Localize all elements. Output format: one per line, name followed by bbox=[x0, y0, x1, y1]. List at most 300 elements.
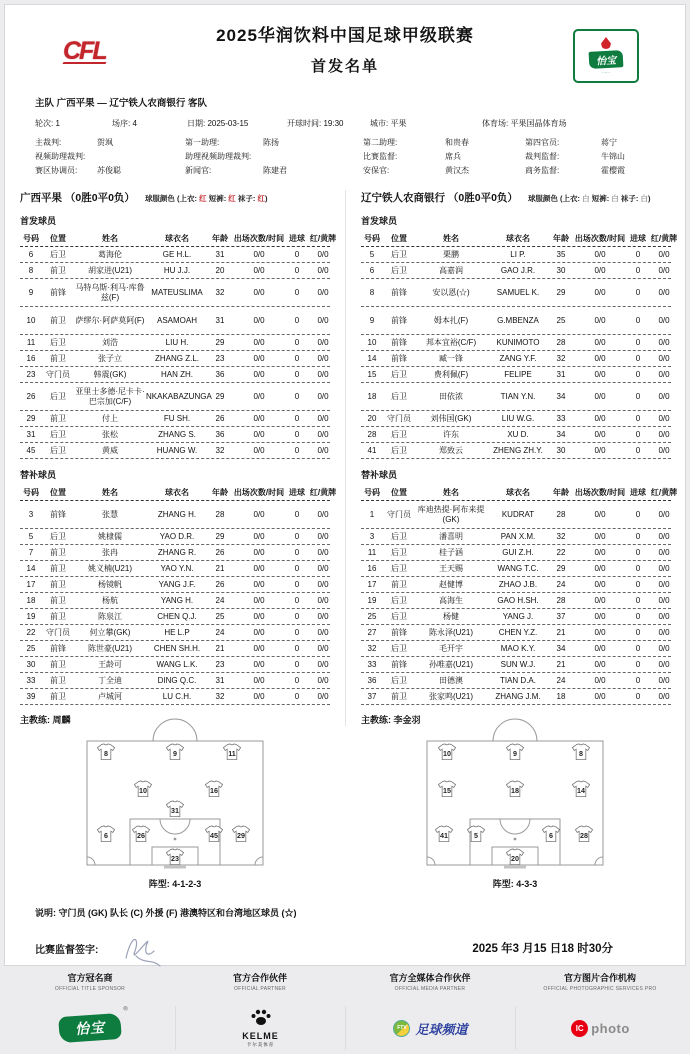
cell-player-cards: 0/0 bbox=[317, 595, 329, 605]
cell-player-apps-time: 0/0 bbox=[594, 659, 606, 669]
cell-player-name: 栗鹏 bbox=[443, 249, 459, 259]
jersey-icon bbox=[204, 781, 224, 798]
cell-player-name: 杨镜帆 bbox=[98, 579, 122, 589]
sponsor-title-cn: 官方图片合作机构 bbox=[563, 973, 636, 983]
jersey-icon bbox=[165, 743, 185, 760]
cell-player-cards: 0/0 bbox=[317, 643, 329, 653]
cell-player-age: 24 bbox=[215, 595, 225, 605]
cell-player-apps-time: 0/0 bbox=[253, 429, 265, 439]
jersey-icon bbox=[466, 825, 486, 842]
cell-player-age: 29 bbox=[556, 563, 566, 573]
cell-player-number: 19 bbox=[26, 611, 36, 621]
cell-player-number: 7 bbox=[28, 547, 34, 557]
cell-player-jersey-name: FU SH. bbox=[163, 413, 191, 423]
match-info-label: 开球时间: bbox=[287, 119, 324, 128]
jersey-icon bbox=[96, 743, 116, 760]
official-label: 赛区协调员: bbox=[35, 166, 78, 175]
cell-player-jersey-name: YANG J. bbox=[502, 611, 534, 621]
column-header: 年龄 bbox=[212, 487, 228, 497]
cell-player-age: 25 bbox=[215, 611, 225, 621]
match-info-item bbox=[370, 118, 482, 130]
kit-shorts-color: 红 bbox=[228, 194, 236, 203]
cell-player-jersey-name: MAO K.Y. bbox=[500, 643, 536, 653]
player-row bbox=[20, 625, 330, 641]
cell-player-position: 前锋 bbox=[50, 287, 66, 297]
cell-player-age: 31 bbox=[215, 249, 225, 259]
subs-table bbox=[361, 485, 678, 705]
cell-player-position: 前锋 bbox=[391, 627, 407, 637]
column-header: 进球 bbox=[630, 233, 646, 243]
cell-player-jersey-name: GUI Z.H. bbox=[502, 547, 534, 557]
cell-player-name: 姚棣儒 bbox=[98, 531, 122, 541]
official-label: 助理视频助理裁判: bbox=[185, 152, 252, 161]
sponsor-title-en: OFFICIAL PHOTOGRAPHIC SERVICES PRO bbox=[543, 986, 657, 992]
cell-player-position: 后卫 bbox=[50, 337, 66, 347]
column-header: 年龄 bbox=[553, 487, 569, 497]
cell-player-jersey-name: WANG L.K. bbox=[156, 659, 198, 669]
cell-player-cards: 0/0 bbox=[658, 595, 670, 605]
cell-player-name: 卢城河 bbox=[98, 691, 122, 701]
cell-player-position: 前卫 bbox=[391, 691, 407, 701]
cell-player-age: 24 bbox=[556, 675, 566, 685]
cell-player-cards: 0/0 bbox=[658, 391, 670, 401]
cell-player-cards: 0/0 bbox=[317, 429, 329, 439]
svg-text:18: 18 bbox=[511, 787, 519, 796]
player-row bbox=[20, 383, 330, 411]
cell-player-jersey-name: YAO D.R. bbox=[159, 531, 195, 541]
official-pair bbox=[35, 136, 185, 150]
cell-player-position: 后卫 bbox=[391, 563, 407, 573]
official-pair bbox=[525, 150, 655, 164]
column-header: 进球 bbox=[289, 487, 305, 497]
cell-player-age: 31 bbox=[215, 315, 225, 325]
cell-player-number: 17 bbox=[367, 579, 377, 589]
cell-player-apps-time: 0/0 bbox=[253, 369, 265, 379]
cell-player-cards: 0/0 bbox=[317, 265, 329, 275]
cell-player-number: 3 bbox=[369, 531, 375, 541]
cell-player-position: 前卫 bbox=[50, 353, 66, 363]
cell-player-name: 许东 bbox=[443, 429, 459, 439]
cell-player-position: 前卫 bbox=[50, 265, 66, 275]
cell-player-cards: 0/0 bbox=[317, 691, 329, 701]
sponsor-logo-cell bbox=[175, 1006, 345, 1050]
cell-player-age: 26 bbox=[215, 413, 225, 423]
cell-player-apps-time: 0/0 bbox=[253, 509, 265, 519]
cell-player-position: 后卫 bbox=[391, 643, 407, 653]
cell-player-goals: 0 bbox=[635, 675, 641, 685]
cell-player-number: 5 bbox=[369, 249, 375, 259]
cell-player-age: 21 bbox=[215, 563, 225, 573]
match-info-label: 城市: bbox=[370, 119, 391, 128]
cell-player-name: 胡家进(U21) bbox=[87, 265, 132, 275]
kit-shirt-color: 白 bbox=[582, 194, 590, 203]
sheet-header bbox=[5, 5, 685, 93]
cell-player-goals: 0 bbox=[635, 287, 641, 297]
starters-table bbox=[20, 231, 337, 459]
column-header: 姓名 bbox=[102, 233, 118, 243]
cell-player-goals: 0 bbox=[635, 627, 641, 637]
cell-player-cards: 0/0 bbox=[317, 391, 329, 401]
official-value: 霍樱霞 bbox=[601, 166, 625, 175]
table-header-row bbox=[361, 231, 678, 247]
cell-player-age: 28 bbox=[556, 595, 566, 605]
cell-player-name: 黄威 bbox=[102, 445, 118, 455]
cell-player-jersey-name: ZHANG S. bbox=[158, 429, 196, 439]
cell-player-goals: 0 bbox=[635, 429, 641, 439]
sponsor-logo-cell bbox=[5, 1006, 175, 1050]
cell-player-apps-time: 0/0 bbox=[594, 391, 606, 401]
cell-player-number: 29 bbox=[26, 413, 36, 423]
cell-player-position: 后卫 bbox=[391, 369, 407, 379]
cell-player-cards: 0/0 bbox=[317, 579, 329, 589]
cell-player-jersey-name: SAMUEL K. bbox=[496, 287, 540, 297]
team-column bbox=[5, 190, 345, 726]
cell-player-goals: 0 bbox=[635, 563, 641, 573]
cell-player-apps-time: 0/0 bbox=[253, 413, 265, 423]
cell-player-name: 陈世豪(U21) bbox=[87, 643, 132, 653]
match-info-label: 日期: bbox=[187, 119, 208, 128]
cell-player-apps-time: 0/0 bbox=[594, 579, 606, 589]
player-row bbox=[361, 609, 671, 625]
pitch-diagram bbox=[426, 740, 604, 870]
team-kit-colors: 球服颜色 (上衣: 白 短裤: 白 袜子: 白) bbox=[527, 194, 651, 203]
column-header: 姓名 bbox=[443, 233, 459, 243]
cell-player-goals: 0 bbox=[635, 509, 641, 519]
sponsor-title-cn: 官方全媒体合作伙伴 bbox=[389, 973, 471, 983]
ftv-logo-text: 足球频道 bbox=[415, 1021, 468, 1037]
cell-player-apps-time: 0/0 bbox=[253, 249, 265, 259]
cell-player-name: 丁全迪 bbox=[98, 675, 122, 685]
cell-player-number: 30 bbox=[26, 659, 36, 669]
cell-player-apps-time: 0/0 bbox=[594, 643, 606, 653]
starters-section-label: 首发球员 bbox=[20, 216, 57, 226]
signature-row bbox=[5, 929, 685, 967]
column-header: 号码 bbox=[23, 233, 39, 243]
cell-player-name: 高海生 bbox=[439, 595, 463, 605]
cell-player-age: 34 bbox=[556, 391, 566, 401]
paw-icon bbox=[250, 1008, 272, 1030]
player-row bbox=[361, 641, 671, 657]
cell-player-name: 库迪热提·阿布来提(GK) bbox=[417, 504, 485, 524]
cell-player-goals: 0 bbox=[635, 391, 641, 401]
cell-player-cards: 0/0 bbox=[317, 413, 329, 423]
player-row bbox=[361, 335, 671, 351]
svg-text:11: 11 bbox=[228, 749, 236, 758]
sponsor-heading bbox=[345, 971, 515, 992]
cell-player-name: 王天赐 bbox=[439, 563, 463, 573]
cell-player-goals: 0 bbox=[294, 287, 300, 297]
player-row bbox=[361, 593, 671, 609]
cell-player-name: 张冉 bbox=[102, 547, 118, 557]
cell-player-number: 5 bbox=[28, 531, 34, 541]
cell-player-age: 28 bbox=[556, 337, 566, 347]
cell-player-goals: 0 bbox=[294, 391, 300, 401]
cell-player-age: 30 bbox=[556, 265, 566, 275]
player-row bbox=[361, 443, 671, 459]
cell-player-apps-time: 0/0 bbox=[253, 315, 265, 325]
cell-player-name: 王龄可 bbox=[98, 659, 122, 669]
cell-player-goals: 0 bbox=[635, 413, 641, 423]
cell-player-position: 前锋 bbox=[391, 353, 407, 363]
cell-player-age: 28 bbox=[556, 509, 566, 519]
sheet-title: 2025华润饮料中国足球甲级联赛 bbox=[216, 26, 474, 45]
match-info-label: 场序: bbox=[112, 119, 133, 128]
player-row bbox=[20, 609, 330, 625]
cell-player-goals: 0 bbox=[294, 445, 300, 455]
cell-player-cards: 0/0 bbox=[658, 249, 670, 259]
legend-note: 说明: 守门员 (GK) 队长 (C) 外援 (F) 港澳特区和台湾地区球员 (☆) bbox=[35, 908, 297, 918]
player-row bbox=[361, 689, 671, 705]
cell-player-age: 32 bbox=[556, 353, 566, 363]
cell-player-position: 前卫 bbox=[50, 659, 66, 669]
cell-player-cards: 0/0 bbox=[658, 413, 670, 423]
svg-text:6: 6 bbox=[548, 831, 553, 840]
cell-player-name: 姚义楠(U21) bbox=[87, 563, 132, 573]
starters-section-label: 首发球员 bbox=[361, 216, 398, 226]
cell-player-age: 23 bbox=[215, 353, 225, 363]
cell-player-number: 9 bbox=[28, 287, 34, 297]
cell-player-cards: 0/0 bbox=[658, 287, 670, 297]
cell-player-jersey-name: KUNIMOTO bbox=[496, 337, 540, 347]
match-info-item bbox=[187, 118, 287, 130]
cell-player-number: 8 bbox=[369, 287, 375, 297]
cell-player-position: 后卫 bbox=[391, 531, 407, 541]
official-pair bbox=[35, 164, 185, 178]
player-row bbox=[20, 657, 330, 673]
match-officials bbox=[35, 136, 655, 178]
cell-player-goals: 0 bbox=[635, 337, 641, 347]
officials-row bbox=[35, 150, 655, 164]
player-row bbox=[20, 335, 330, 351]
kelme-logo bbox=[242, 1008, 279, 1048]
cell-player-position: 后卫 bbox=[391, 595, 407, 605]
team-kit-colors: 球服颜色 (上衣: 红 短裤: 红 袜子: 红) bbox=[144, 194, 268, 203]
cell-player-jersey-name: ZHANG Z.L. bbox=[154, 353, 199, 363]
cell-player-name: 张子立 bbox=[98, 353, 122, 363]
column-header: 红/黄牌 bbox=[309, 233, 337, 243]
column-header: 位置 bbox=[391, 487, 407, 497]
cell-player-position: 前卫 bbox=[50, 315, 66, 325]
cell-player-name: 臧一锋 bbox=[439, 353, 463, 363]
official-pair bbox=[525, 136, 655, 150]
column-header: 出场次数/时间 bbox=[233, 487, 285, 497]
coach-name: 周麟 bbox=[52, 715, 71, 725]
cell-player-number: 33 bbox=[367, 659, 377, 669]
column-header: 出场次数/时间 bbox=[233, 233, 285, 243]
cell-player-number: 31 bbox=[26, 429, 36, 439]
cell-player-goals: 0 bbox=[294, 509, 300, 519]
cell-player-cards: 0/0 bbox=[658, 547, 670, 557]
column-header: 进球 bbox=[289, 233, 305, 243]
table-header-row bbox=[20, 485, 337, 501]
svg-text:10: 10 bbox=[138, 787, 147, 796]
yibao-flag-logo bbox=[58, 1006, 128, 1043]
cell-player-position: 前卫 bbox=[50, 691, 66, 701]
cell-player-goals: 0 bbox=[635, 265, 641, 275]
sponsor-title-en: OFFICIAL TITLE SPONSOR bbox=[54, 986, 126, 992]
cell-player-apps-time: 0/0 bbox=[594, 429, 606, 439]
jersey-icon bbox=[571, 743, 591, 760]
cell-player-name: 刘伟国(GK) bbox=[430, 413, 472, 423]
cell-player-number: 18 bbox=[367, 391, 377, 401]
cell-player-cards: 0/0 bbox=[317, 369, 329, 379]
yibao-logo-subtext: ······ bbox=[602, 70, 610, 75]
cell-player-number: 25 bbox=[367, 611, 377, 621]
cell-player-goals: 0 bbox=[635, 659, 641, 669]
cell-player-goals: 0 bbox=[294, 413, 300, 423]
player-row bbox=[20, 411, 330, 427]
cell-player-position: 前卫 bbox=[50, 563, 66, 573]
jersey-icon bbox=[541, 825, 561, 842]
sheet-subtitle: 首发名单 bbox=[310, 58, 379, 75]
cell-player-position: 后卫 bbox=[391, 249, 407, 259]
cell-player-position: 守门员 bbox=[387, 509, 411, 519]
official-pair bbox=[525, 164, 655, 178]
column-header: 进球 bbox=[630, 487, 646, 497]
player-row bbox=[20, 501, 330, 529]
cell-player-goals: 0 bbox=[635, 691, 641, 701]
cell-player-name: 姆本扎(F) bbox=[433, 315, 469, 325]
cell-player-age: 32 bbox=[215, 691, 225, 701]
column-header: 号码 bbox=[364, 487, 380, 497]
cell-player-apps-time: 0/0 bbox=[594, 627, 606, 637]
match-info-item bbox=[482, 118, 655, 130]
cell-player-age: 29 bbox=[215, 337, 225, 347]
player-row bbox=[361, 657, 671, 673]
cell-player-name: 韩震(GK) bbox=[93, 369, 127, 379]
official-pair bbox=[185, 164, 363, 178]
jersey-icon bbox=[505, 849, 525, 866]
cell-player-position: 前锋 bbox=[50, 509, 66, 519]
official-value: 席兵 bbox=[445, 152, 461, 161]
cell-player-number: 10 bbox=[367, 337, 377, 347]
svg-text:29: 29 bbox=[236, 831, 245, 840]
icphoto-logo-text: photo bbox=[591, 1020, 630, 1036]
column-header: 姓名 bbox=[102, 487, 118, 497]
player-row bbox=[20, 673, 330, 689]
jersey-icon bbox=[437, 781, 457, 798]
starters-table bbox=[361, 231, 678, 459]
cell-player-position: 后卫 bbox=[50, 445, 66, 455]
player-row bbox=[361, 351, 671, 367]
cell-player-apps-time: 0/0 bbox=[253, 547, 265, 557]
player-row bbox=[20, 427, 330, 443]
official-label: 比赛监督: bbox=[363, 152, 398, 161]
official-pair bbox=[363, 150, 525, 164]
cell-player-age: 26 bbox=[215, 579, 225, 589]
cell-player-goals: 0 bbox=[294, 627, 300, 637]
cell-player-number: 15 bbox=[367, 369, 377, 379]
cell-player-number: 6 bbox=[28, 249, 34, 259]
cell-player-goals: 0 bbox=[635, 369, 641, 379]
cell-player-position: 前卫 bbox=[50, 547, 66, 557]
svg-text:6: 6 bbox=[103, 831, 108, 840]
cell-player-name: 田德澳 bbox=[439, 675, 463, 685]
jersey-icon bbox=[571, 781, 591, 798]
coach-name: 李金羽 bbox=[393, 715, 421, 725]
cell-player-number: 11 bbox=[26, 337, 36, 347]
cell-player-goals: 0 bbox=[294, 369, 300, 379]
cell-player-number: 14 bbox=[26, 563, 36, 573]
cell-player-jersey-name: NKAKABAZUNGA bbox=[146, 391, 212, 401]
cell-player-age: 31 bbox=[215, 675, 225, 685]
formation-label: 阵型: 4-1-2-3 bbox=[148, 879, 202, 889]
cell-player-jersey-name: HE L.P bbox=[164, 627, 190, 637]
match-info-label: 轮次: bbox=[35, 119, 56, 128]
sponsor-headings bbox=[5, 971, 685, 992]
cell-player-cards: 0/0 bbox=[317, 287, 329, 297]
cell-player-goals: 0 bbox=[635, 595, 641, 605]
svg-text:23: 23 bbox=[171, 855, 179, 864]
cell-player-apps-time: 0/0 bbox=[253, 353, 265, 363]
cell-player-number: 9 bbox=[369, 315, 375, 325]
cell-player-cards: 0/0 bbox=[317, 315, 329, 325]
svg-text:8: 8 bbox=[103, 749, 108, 758]
cell-player-name: 张家鸣(U21) bbox=[428, 691, 473, 701]
cell-player-name: 葛海伦 bbox=[98, 249, 122, 259]
cell-player-name: 孙唯嘉(U21) bbox=[428, 659, 473, 669]
water-drop-icon bbox=[601, 37, 611, 49]
cell-player-cards: 0/0 bbox=[317, 445, 329, 455]
cell-player-cards: 0/0 bbox=[317, 509, 329, 519]
cell-player-cards: 0/0 bbox=[317, 353, 329, 363]
yibao-sponsor-logo bbox=[573, 29, 639, 83]
column-header: 号码 bbox=[364, 233, 380, 243]
cell-player-apps-time: 0/0 bbox=[594, 353, 606, 363]
cell-player-age: 23 bbox=[215, 659, 225, 669]
cell-player-number: 27 bbox=[367, 627, 377, 637]
cell-player-cards: 0/0 bbox=[658, 369, 670, 379]
cell-player-goals: 0 bbox=[635, 315, 641, 325]
column-header: 位置 bbox=[391, 233, 407, 243]
cell-player-number: 1 bbox=[369, 509, 375, 519]
column-header: 球衣名 bbox=[506, 487, 530, 497]
cell-player-goals: 0 bbox=[294, 691, 300, 701]
cell-player-apps-time: 0/0 bbox=[594, 369, 606, 379]
cell-player-number: 14 bbox=[367, 353, 377, 363]
cell-player-apps-time: 0/0 bbox=[253, 691, 265, 701]
cell-player-age: 21 bbox=[556, 659, 566, 669]
cell-player-number: 28 bbox=[367, 429, 377, 439]
cell-player-name: 桂子涵 bbox=[439, 547, 463, 557]
cell-player-age: 29 bbox=[215, 531, 225, 541]
player-row bbox=[361, 625, 671, 641]
player-row bbox=[361, 263, 671, 279]
cell-player-apps-time: 0/0 bbox=[594, 611, 606, 621]
jersey-icon bbox=[434, 825, 454, 842]
official-value: 黄汉杰 bbox=[445, 166, 469, 175]
cell-player-goals: 0 bbox=[294, 659, 300, 669]
jersey-icon bbox=[505, 743, 525, 760]
svg-text:26: 26 bbox=[137, 831, 146, 840]
cell-player-jersey-name: GE H.L. bbox=[162, 249, 192, 259]
player-row bbox=[361, 501, 671, 529]
cell-player-jersey-name: G.MBENZA bbox=[497, 315, 539, 325]
cell-player-goals: 0 bbox=[294, 611, 300, 621]
cell-player-name: 陈永泽(U21) bbox=[428, 627, 473, 637]
column-header: 球衣名 bbox=[506, 233, 530, 243]
cell-player-jersey-name: HAN ZH. bbox=[161, 369, 193, 379]
cell-player-name: 郑致云 bbox=[439, 445, 463, 455]
kelme-logo-subtext: 卡尔美体育 bbox=[246, 1042, 275, 1048]
svg-text:5: 5 bbox=[473, 831, 478, 840]
cell-player-number: 23 bbox=[26, 369, 36, 379]
cell-player-age: 24 bbox=[556, 579, 566, 589]
signature-datetime: 2025 年3 月15 日18 时30分 bbox=[472, 943, 613, 955]
cell-player-cards: 0/0 bbox=[658, 265, 670, 275]
cell-player-age: 32 bbox=[556, 531, 566, 541]
column-header: 出场次数/时间 bbox=[574, 487, 626, 497]
